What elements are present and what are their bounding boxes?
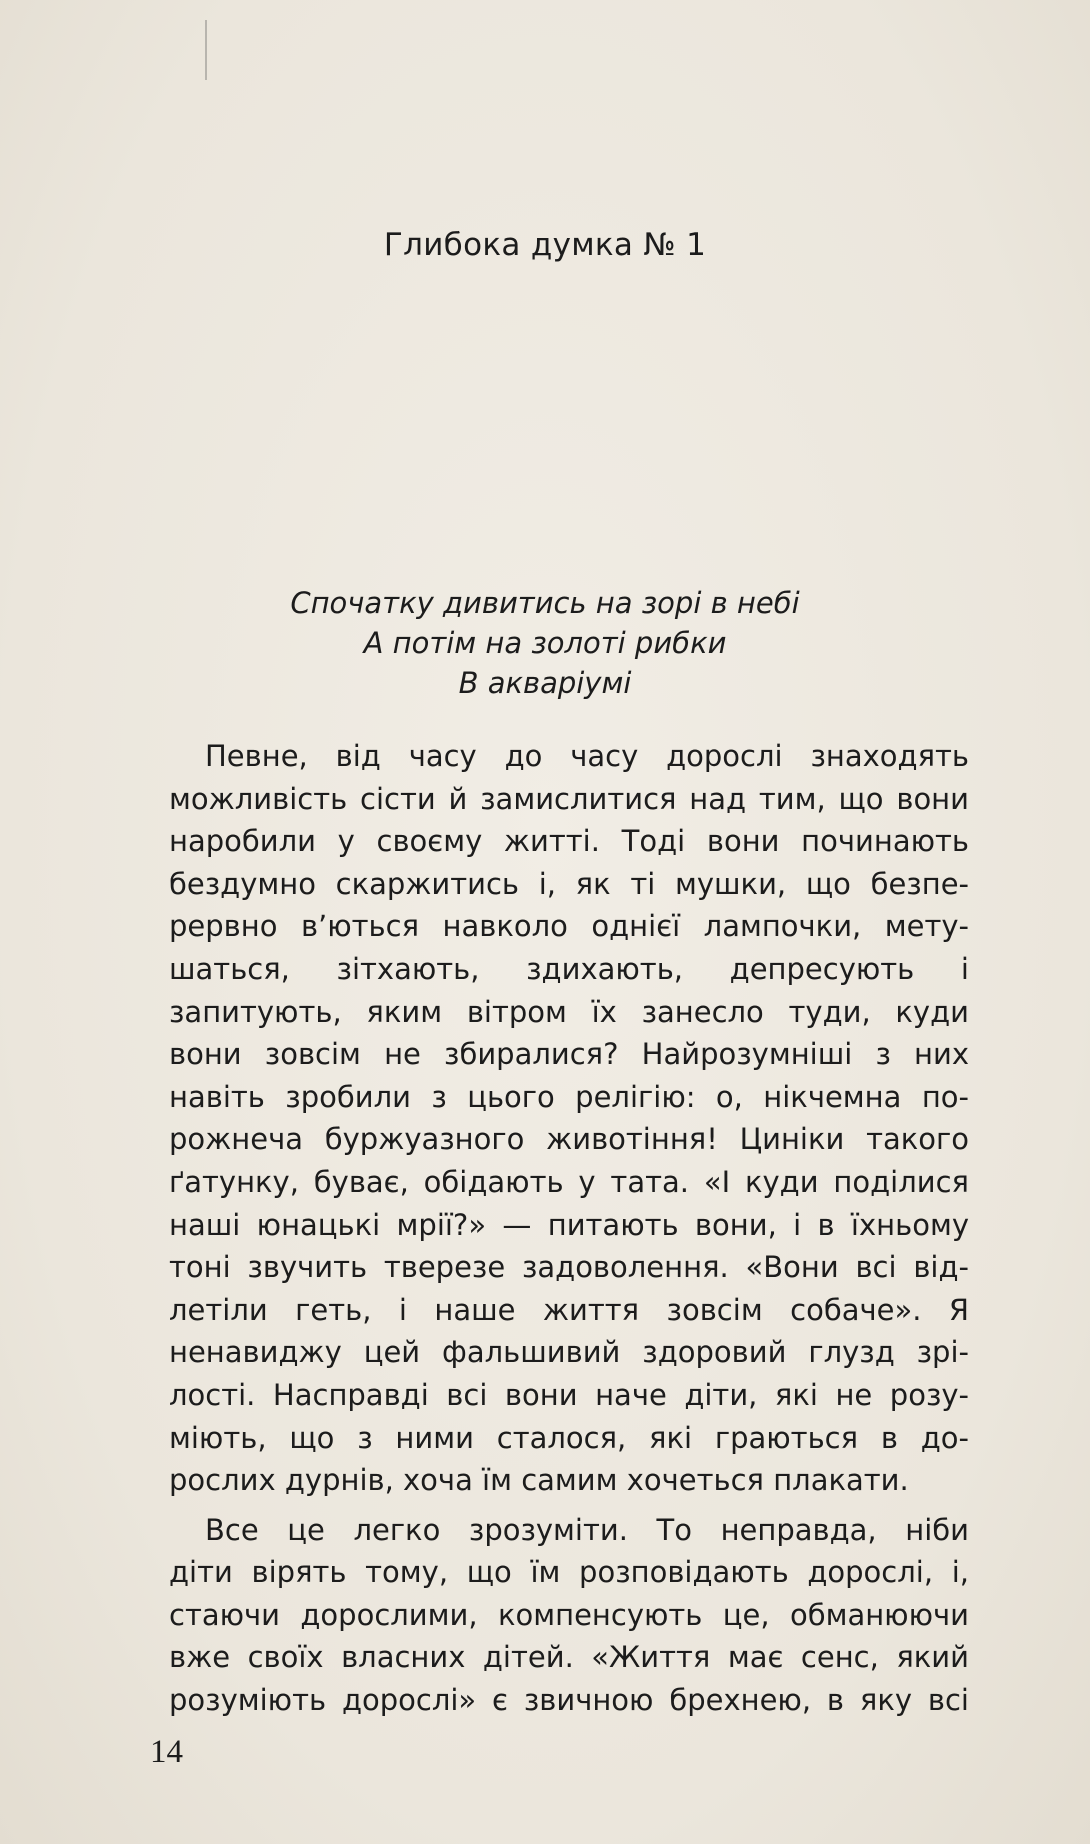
epigraph-line: В акваріумі [458, 666, 632, 700]
text-line: бездумно скаржитись і, як ті мушки, що безпе- [169, 866, 969, 901]
page-number: 14 [150, 1734, 183, 1770]
text-line: лості. Насправді всі вони наче діти, які не розу- [169, 1377, 969, 1412]
text-line: Певне, від часу до часу дорослі знаходять [205, 739, 969, 773]
text-line: ґатунку, буває, обідають у тата. «І куди поділися [169, 1164, 969, 1199]
text-line: вони зовсім не збиралися? Найрозумніші з них [169, 1037, 969, 1072]
text-line: стаючи дорослими, компенсують це, обманюючи [169, 1597, 969, 1632]
text-line: Все це легко зрозуміти. То неправда, ніби [205, 1512, 969, 1547]
chapter-heading: Глибока думка № 1 [383, 227, 707, 263]
epigraph [0, 583, 1090, 703]
text-line: діти вірять тому, що їм розповідають дорослі, і, [169, 1555, 969, 1590]
paragraph [169, 1509, 969, 1722]
text-line: летіли геть, і наше життя зовсім собаче». Я [169, 1292, 969, 1327]
text-line: ненавиджу цей фальшивий здоровий глузд зрі- [169, 1335, 969, 1370]
text-line: навіть зробили з цього релігію: о, нікчемна по- [169, 1079, 969, 1114]
text-line: наші юнацькі мрії?» — питають вони, і в їхньому [169, 1207, 969, 1242]
text-line: запитують, яким вітром їх занесло туди, куди [169, 994, 969, 1029]
paragraph [169, 735, 969, 1502]
text-line: тоні звучить тверезе задоволення. «Вони всі від- [169, 1250, 969, 1285]
text-line: рервно в’ються навколо однієї лампочки, мету- [169, 909, 969, 944]
text-line: шаться, зітхають, здихають, депресують і [169, 951, 969, 986]
text-line: вже своїх власних дітей. «Життя має сенс, який [169, 1640, 969, 1675]
text-line: міють, що з ними сталося, які граються в до- [169, 1420, 969, 1455]
text-line: рослих дурнів, хоча їм самим хочеться плакати. [169, 1463, 909, 1498]
paragraph-gap [169, 1502, 969, 1509]
body-text [169, 735, 969, 1722]
text-line: рожнеча буржуазного животіння! Циніки такого [169, 1122, 969, 1157]
text-line: можливість сісти й замислитися над тим, що вони [169, 781, 969, 816]
text-line: розуміють дорослі» є звичною брехнею, в яку всі [169, 1683, 969, 1718]
page-edge-mark [205, 20, 207, 80]
text-line: наробили у своєму житті. Тоді вони починають [169, 824, 969, 859]
epigraph-line: Спочатку дивитись на зорі в небі [290, 586, 800, 620]
epigraph-line: А потім на золоті рибки [363, 626, 727, 660]
